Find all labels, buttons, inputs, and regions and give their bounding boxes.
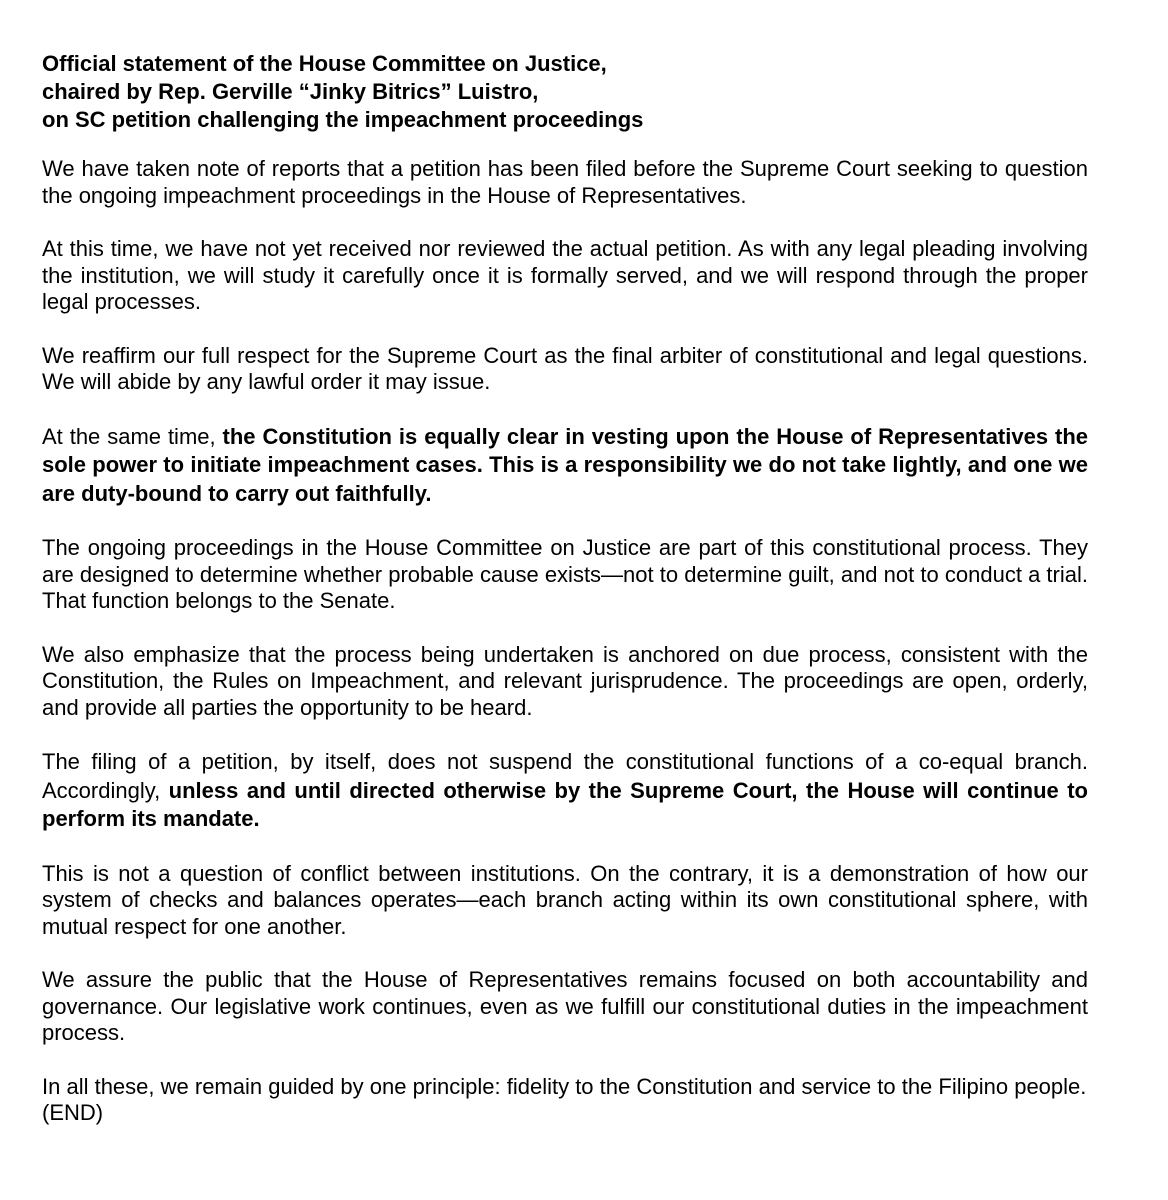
paragraph-4-emphasis: the Constitution is equally clear in vesting upon the House of Representatives the sole power to initiate impeachment cases. This is a responsibility we do not take lightly, and one we are duty-bound to carry out faithfully.	[42, 423, 1088, 506]
paragraph-7-emphasis: unless and until directed otherwise by the Supreme Court, the House will continue to perform its mandate.	[42, 777, 1088, 831]
paragraph-6: We also emphasize that the process being undertaken is anchored on due process, consistent with the Constitution, the Rules on Impeachment, and relevant jurisprudence. The proceedings are open, orderly, and provide all parties the opportunity to be heard.	[42, 641, 1088, 720]
paragraph-9: We assure the public that the House of Representatives remains focused on both accountability and governance. Our legislative work continues, even as we fulfill our constitutional duties in the impeachment process.	[42, 967, 1088, 1045]
paragraph-7-lead: The filing of a petition, by itself, does not suspend the constitutional functions of a co-equal branch. Accordingly,	[42, 749, 1088, 803]
paragraph-8: This is not a question of conflict between institutions. On the contrary, it is a demonstration of how our system of checks and balances operates—each branch acting within its own constitutional sphere, with mutual respect for one another.	[42, 860, 1088, 939]
paragraph-10: In all these, we remain guided by one principle: fidelity to the Constitution and service to the Filipino people. (END)	[42, 1073, 1087, 1125]
paragraph-5: The ongoing proceedings in the House Committee on Justice are part of this constitutional process. They are designed to determine whether probable cause exists—not to determine guilt, and not to conduct a trial. That function belongs to the Senate.	[42, 535, 1088, 613]
paragraph-2: At this time, we have not yet received nor reviewed the actual petition. As with any legal pleading involving the institution, we will study it carefully once it is formally served, and we will respond through the proper legal processes.	[42, 236, 1088, 314]
paragraph-7	[42, 748, 1088, 834]
statement-heading	[42, 50, 1088, 134]
paragraph-4	[42, 423, 1088, 509]
paragraph-1: We have taken note of reports that a petition has been filed before the Supreme Court seeking to question the ongoing impeachment proceedings in the House of Representatives.	[42, 156, 1088, 208]
heading-line-3: on SC petition challenging the impeachment proceedings	[42, 107, 644, 132]
heading-line-1: Official statement of the House Committee on Justice,	[42, 51, 607, 76]
paragraph-4-lead: At the same time,	[42, 423, 223, 449]
paragraph-3: We reaffirm our full respect for the Supreme Court as the final arbiter of constitutional and legal questions. We will abide by any lawful order it may issue.	[42, 342, 1088, 394]
heading-line-2: chaired by Rep. Gerville “Jinky Bitrics” Luistro,	[42, 79, 539, 104]
